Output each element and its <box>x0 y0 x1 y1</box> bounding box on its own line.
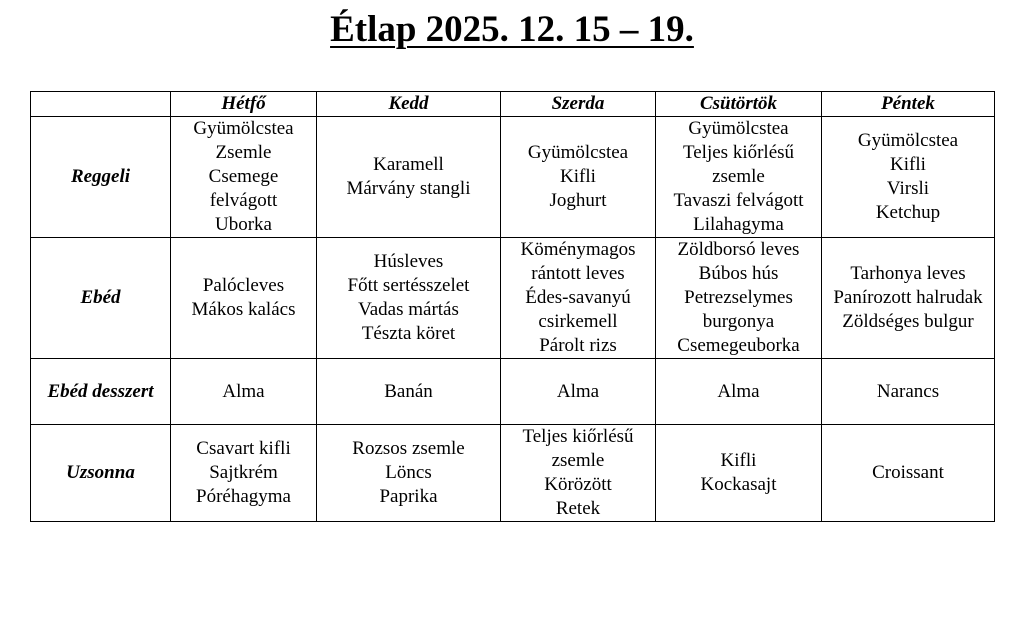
menu-item: Kockasajt <box>700 474 777 495</box>
menu-item: Palócleves <box>202 275 285 296</box>
day-header-monday: Hétfő <box>171 92 317 117</box>
menu-item: Rozsos zsemle <box>352 438 465 459</box>
menu-item: Löncs <box>385 462 432 483</box>
menu-item: Retek <box>555 498 601 519</box>
menu-cell <box>822 117 995 238</box>
menu-cell <box>501 238 656 359</box>
menu-item: Köménymagos <box>520 239 636 260</box>
menu-item: Gyümölcstea <box>193 118 294 139</box>
menu-item: Tavaszi felvágott <box>673 190 804 211</box>
menu-item: Tarhonya leves <box>850 263 966 284</box>
day-header-tuesday: Kedd <box>317 92 501 117</box>
menu-item: Banán <box>384 380 433 402</box>
menu-item: Kifli <box>890 154 926 175</box>
menu-item: Húsleves <box>373 251 444 272</box>
menu-item: Párolt rizs <box>539 335 617 356</box>
menu-item: csirkemell <box>538 311 618 332</box>
menu-item: Paprika <box>379 486 438 507</box>
menu-item: Vadas mártás <box>358 299 459 320</box>
menu-cell <box>317 425 501 522</box>
menu-item: Márvány stangli <box>346 178 471 199</box>
menu-cell <box>171 238 317 359</box>
table-row-ebed-desszert <box>31 359 995 425</box>
menu-item: Csemegeuborka <box>677 335 800 356</box>
menu-item: Alma <box>222 380 265 402</box>
menu-item: Panírozott halrudak <box>833 287 983 308</box>
day-header-wednesday: Szerda <box>501 92 656 117</box>
menu-item: zsemle <box>712 166 765 187</box>
menu-item: Zöldséges bulgur <box>842 311 974 332</box>
menu-item: Gyümölcstea <box>857 130 959 151</box>
day-header-thursday: Csütörtök <box>656 92 822 117</box>
corner-cell <box>31 92 171 117</box>
menu-item: rántott leves <box>531 263 625 284</box>
header-row <box>31 92 995 117</box>
menu-cell <box>822 425 995 522</box>
menu-item: Kifli <box>560 166 596 187</box>
menu-cell <box>822 359 995 425</box>
menu-item: Körözött <box>544 474 612 495</box>
menu-item: Mákos kalács <box>191 299 296 320</box>
menu-cell <box>317 117 501 238</box>
menu-item: Kifli <box>720 450 757 471</box>
page-title: Étlap 2025. 12. 15 – 19. <box>330 9 694 50</box>
menu-cell <box>317 359 501 425</box>
row-label-ebed-desszert: Ebéd desszert <box>31 359 171 425</box>
menu-item: Főtt sertésszelet <box>347 275 470 296</box>
menu-cell <box>656 359 822 425</box>
menu-cell <box>656 238 822 359</box>
table-row-ebed <box>31 238 995 359</box>
row-label-uzsonna: Uzsonna <box>31 425 171 522</box>
menu-item: Croissant <box>872 462 944 483</box>
table-row-uzsonna <box>31 425 995 522</box>
menu-item: Zsemle <box>215 142 272 163</box>
menu-item: Virsli <box>886 178 930 199</box>
menu-item: Joghurt <box>549 190 607 211</box>
menu-cell <box>656 117 822 238</box>
menu-item: Alma <box>556 380 600 402</box>
menu-item: burgonya <box>702 311 775 332</box>
table-row-reggeli <box>31 117 995 238</box>
menu-item: zsemle <box>551 450 605 471</box>
menu-cell <box>171 425 317 522</box>
menu-item: Csavart kifli <box>196 438 291 459</box>
menu-item: Édes-savanyú <box>525 287 631 308</box>
menu-item: Sajtkrém <box>209 462 278 483</box>
menu-cell <box>656 425 822 522</box>
menu-cell <box>501 117 656 238</box>
menu-cell <box>501 425 656 522</box>
menu-item: Ketchup <box>875 202 941 223</box>
menu-item: Tészta köret <box>361 323 456 344</box>
menu-item: Teljes kiőrlésű <box>522 426 634 447</box>
menu-cell <box>501 359 656 425</box>
menu-item: Alma <box>717 380 760 402</box>
menu-cell <box>822 238 995 359</box>
menu-item: Zöldborsó leves <box>677 239 800 260</box>
menu-cell <box>171 359 317 425</box>
day-header-friday: Péntek <box>822 92 995 117</box>
menu-item: Petrezselymes <box>684 287 793 308</box>
menu-item: Narancs <box>876 380 940 402</box>
menu-cell <box>171 117 317 238</box>
menu-cell <box>317 238 501 359</box>
menu-item: Csemege <box>208 166 279 187</box>
menu-table <box>30 91 995 522</box>
menu-item: Lilahagyma <box>693 214 784 235</box>
row-label-reggeli: Reggeli <box>31 117 171 238</box>
menu-item: Búbos hús <box>698 263 779 284</box>
row-label-ebed: Ebéd <box>31 238 171 359</box>
menu-item: Uborka <box>215 214 272 235</box>
menu-item: Karamell <box>373 154 444 175</box>
menu-item: Teljes kiőrlésű <box>682 142 795 163</box>
menu-item: Gyümölcstea <box>527 142 629 163</box>
menu-item: felvágott <box>209 190 278 211</box>
menu-item: Póréhagyma <box>196 486 291 507</box>
menu-item: Gyümölcstea <box>688 118 789 139</box>
